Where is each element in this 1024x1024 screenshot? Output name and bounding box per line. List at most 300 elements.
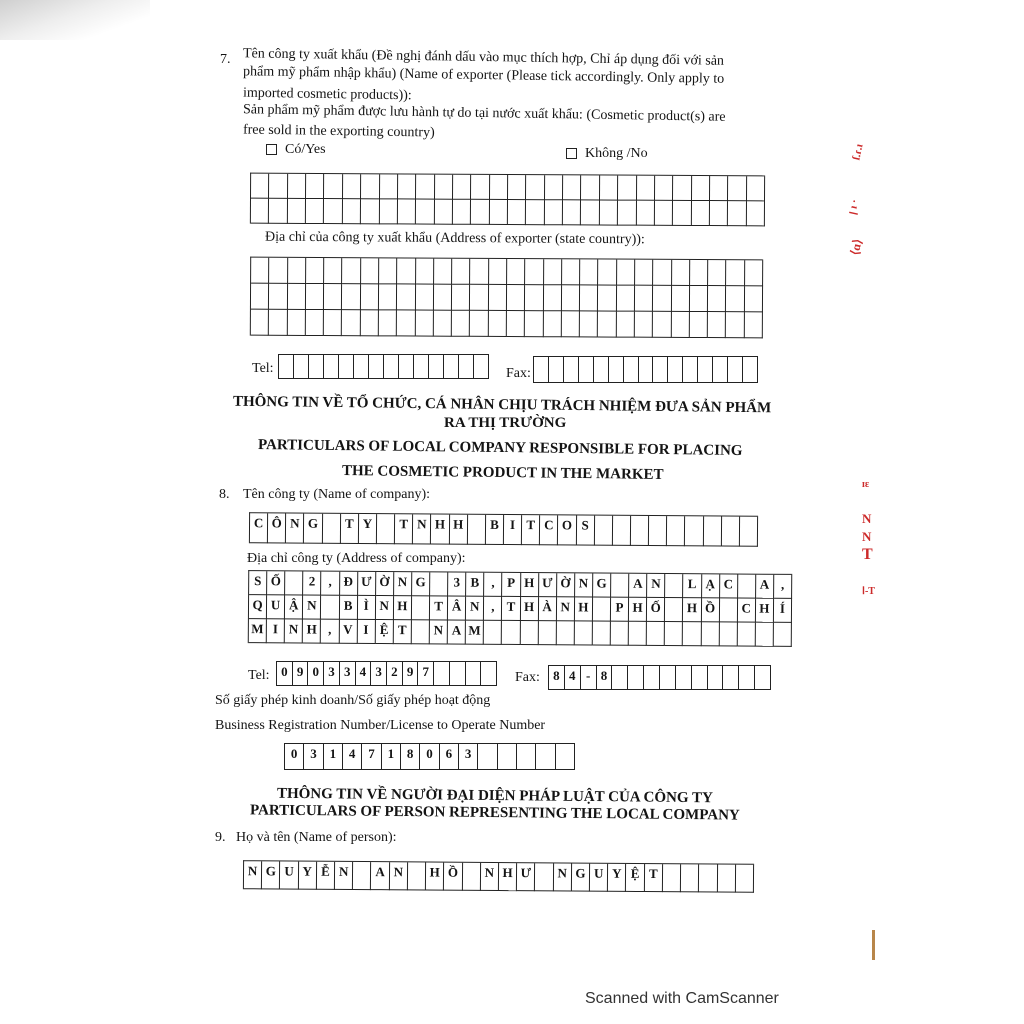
company-address-cell[interactable]: B xyxy=(466,573,484,597)
exporter-name-cell[interactable] xyxy=(618,201,636,226)
company-tel-cell[interactable]: 0 xyxy=(308,662,324,686)
exporter-name-cell[interactable] xyxy=(526,175,544,200)
company-address-cell[interactable] xyxy=(683,622,701,646)
exporter-address-cell[interactable] xyxy=(470,311,488,337)
company-name-cell[interactable]: T xyxy=(522,515,540,545)
exporter-tel-cell[interactable] xyxy=(474,355,489,379)
exporter-address-cell[interactable] xyxy=(580,285,598,311)
exporter-address-cell[interactable] xyxy=(598,259,616,285)
exporter-tel-cell[interactable] xyxy=(384,355,399,379)
exporter-address-cell[interactable] xyxy=(324,310,342,336)
exporter-address-cell[interactable] xyxy=(306,310,324,336)
exporter-address-cell[interactable] xyxy=(744,312,762,338)
person-name-cell[interactable]: N xyxy=(481,863,499,891)
exporter-address-cell[interactable] xyxy=(306,284,324,310)
company-address-cell[interactable]: 2 xyxy=(303,571,321,595)
exporter-address-cell[interactable] xyxy=(708,260,726,286)
exporter-address-cell[interactable] xyxy=(434,259,452,285)
exporter-address-cell[interactable] xyxy=(708,286,726,312)
exporter-name-cell[interactable] xyxy=(600,175,618,200)
company-address-cell[interactable]: , xyxy=(484,597,502,621)
exporter-address-cell[interactable] xyxy=(562,285,580,311)
exporter-name-cell[interactable] xyxy=(471,200,489,225)
company-address-cell[interactable]: A xyxy=(629,574,647,598)
exporter-address-cell[interactable] xyxy=(726,286,744,312)
license-number-cell[interactable]: 4 xyxy=(343,744,362,770)
exporter-name-cell[interactable] xyxy=(343,174,361,199)
license-number-cell[interactable] xyxy=(556,744,575,770)
license-number-cell[interactable]: 6 xyxy=(440,744,459,770)
person-name-cell[interactable]: Ễ xyxy=(317,862,335,890)
company-address-cell[interactable]: N xyxy=(394,572,412,596)
exporter-name-cell[interactable] xyxy=(379,199,397,224)
exporter-address-cell[interactable] xyxy=(708,312,726,338)
exporter-address-cell[interactable] xyxy=(745,260,763,286)
exporter-address-cell[interactable] xyxy=(617,260,635,286)
license-number-cell[interactable] xyxy=(498,744,517,770)
exporter-name-cell[interactable] xyxy=(508,200,526,225)
company-fax-cell[interactable] xyxy=(692,666,708,690)
exporter-name-cell[interactable] xyxy=(600,200,618,225)
company-fax-cell[interactable]: - xyxy=(581,666,597,690)
company-address-cell[interactable]: P xyxy=(611,598,629,622)
yes-option[interactable] xyxy=(266,142,326,158)
exporter-name-cell[interactable] xyxy=(747,176,765,201)
company-address-cell[interactable] xyxy=(484,621,502,645)
company-address-cell[interactable]: B xyxy=(339,596,357,620)
company-address-cell[interactable]: H xyxy=(520,597,538,621)
company-address-cell[interactable] xyxy=(575,621,593,645)
exporter-address-cell[interactable] xyxy=(580,259,598,285)
exporter-fax-cell[interactable] xyxy=(698,357,713,383)
exporter-fax-cell[interactable] xyxy=(549,357,564,383)
company-tel-cell[interactable] xyxy=(434,662,450,686)
company-address-cell[interactable] xyxy=(720,598,738,622)
exporter-name-cell[interactable] xyxy=(416,200,434,225)
company-address-cell[interactable]: I xyxy=(357,620,375,644)
exporter-name-cell[interactable] xyxy=(673,176,691,201)
no-option[interactable] xyxy=(566,146,648,162)
company-fax-cell[interactable] xyxy=(708,666,724,690)
exporter-fax-cell[interactable] xyxy=(743,357,758,383)
company-name-cell[interactable]: B xyxy=(486,515,504,545)
exporter-name-cell[interactable] xyxy=(691,201,709,226)
company-name-cell[interactable] xyxy=(631,516,649,546)
exporter-address-cell[interactable] xyxy=(324,258,342,284)
company-name-cell[interactable]: N xyxy=(286,513,304,543)
company-address-cell[interactable]: L xyxy=(683,574,701,598)
exporter-address-cell[interactable] xyxy=(525,311,543,337)
exporter-fax-cell[interactable] xyxy=(534,357,549,383)
exporter-address-cell[interactable] xyxy=(726,260,744,286)
company-address-cell[interactable]: Í xyxy=(774,599,792,623)
company-name-cell[interactable] xyxy=(649,516,667,546)
exporter-name-cell[interactable] xyxy=(471,175,489,200)
company-address-cell[interactable]: Ờ xyxy=(376,572,394,596)
company-name-cell[interactable]: H xyxy=(431,514,449,544)
person-name-cell[interactable]: N xyxy=(390,862,408,890)
exporter-tel-grid[interactable] xyxy=(278,354,489,379)
company-address-cell[interactable] xyxy=(412,596,430,620)
exporter-address-cell[interactable] xyxy=(361,284,379,310)
exporter-address-cell[interactable] xyxy=(562,259,580,285)
company-name-cell[interactable]: Y xyxy=(359,514,377,544)
exporter-name-cell[interactable] xyxy=(563,200,581,225)
company-address-cell[interactable]: Ư xyxy=(358,572,376,596)
yes-checkbox[interactable] xyxy=(266,144,277,155)
exporter-address-cell[interactable] xyxy=(616,312,634,338)
person-name-cell[interactable]: H xyxy=(426,862,444,890)
exporter-address-cell[interactable] xyxy=(653,260,671,286)
company-address-cell[interactable]: Ạ xyxy=(702,574,720,598)
exporter-address-cell[interactable] xyxy=(379,310,397,336)
company-name-cell[interactable]: T xyxy=(395,514,413,544)
exporter-name-cell[interactable] xyxy=(398,174,416,199)
company-address-cell[interactable]: N xyxy=(466,597,484,621)
exporter-name-cell[interactable] xyxy=(416,175,434,200)
company-fax-cell[interactable] xyxy=(739,666,755,690)
exporter-address-cell[interactable] xyxy=(690,312,708,338)
company-fax-cell[interactable] xyxy=(628,666,644,690)
company-name-cell[interactable]: G xyxy=(304,514,322,544)
company-address-cell[interactable]: Â xyxy=(448,596,466,620)
exporter-name-cell[interactable] xyxy=(435,175,453,200)
exporter-address-cell[interactable] xyxy=(726,312,744,338)
exporter-tel-cell[interactable] xyxy=(459,355,474,379)
company-name-cell[interactable]: N xyxy=(413,514,431,544)
exporter-address-cell[interactable] xyxy=(342,258,360,284)
exporter-fax-cell[interactable] xyxy=(624,357,639,383)
exporter-address-cell[interactable] xyxy=(672,260,690,286)
license-number-grid[interactable] xyxy=(284,743,575,770)
company-name-cell[interactable]: C xyxy=(540,515,558,545)
exporter-name-cell[interactable] xyxy=(692,176,710,201)
company-address-cell[interactable] xyxy=(611,622,629,646)
company-name-cell[interactable] xyxy=(377,514,395,544)
exporter-fax-cell[interactable] xyxy=(579,357,594,383)
company-address-cell[interactable] xyxy=(737,623,755,647)
company-address-cell[interactable] xyxy=(502,621,520,645)
exporter-name-cell[interactable] xyxy=(526,200,544,225)
company-address-cell[interactable]: Ố xyxy=(267,571,285,595)
person-name-cell[interactable]: Y xyxy=(299,862,317,890)
company-address-cell[interactable] xyxy=(774,623,792,647)
exporter-name-cell[interactable] xyxy=(655,176,673,201)
exporter-name-cell[interactable] xyxy=(288,199,306,224)
company-address-cell[interactable]: Ì xyxy=(358,596,376,620)
company-name-cell[interactable]: Ô xyxy=(268,513,286,543)
exporter-name-cell[interactable] xyxy=(453,200,471,225)
company-name-cell[interactable]: C xyxy=(250,513,268,543)
company-tel-cell[interactable]: 4 xyxy=(356,662,372,686)
exporter-tel-cell[interactable] xyxy=(339,355,354,379)
exporter-address-cell[interactable] xyxy=(745,286,763,312)
exporter-address-cell[interactable] xyxy=(324,284,342,310)
person-name-cell[interactable]: N xyxy=(335,862,353,890)
exporter-address-cell[interactable] xyxy=(397,258,415,284)
exporter-fax-cell[interactable] xyxy=(564,357,579,383)
company-address-cell[interactable]: H xyxy=(629,598,647,622)
company-address-cell[interactable]: N xyxy=(430,620,448,644)
exporter-address-cell[interactable] xyxy=(671,312,689,338)
exporter-tel-cell[interactable] xyxy=(324,355,339,379)
exporter-address-cell[interactable] xyxy=(488,311,506,337)
company-address-cell[interactable]: M xyxy=(466,621,484,645)
exporter-address-cell[interactable] xyxy=(562,311,580,337)
person-name-cell[interactable] xyxy=(535,863,553,891)
exporter-name-cell[interactable] xyxy=(251,199,269,224)
license-number-cell[interactable]: 0 xyxy=(420,744,439,770)
exporter-address-cell[interactable] xyxy=(470,259,488,285)
person-name-cell[interactable]: Y xyxy=(608,864,626,892)
company-address-cell[interactable]: Q xyxy=(249,595,267,619)
company-address-cell[interactable]: Ệ xyxy=(375,620,393,644)
exporter-name-cell[interactable] xyxy=(434,200,452,225)
license-number-cell[interactable]: 1 xyxy=(324,744,343,770)
company-address-cell[interactable] xyxy=(665,598,683,622)
exporter-name-cell[interactable] xyxy=(673,201,691,226)
exporter-address-cell[interactable] xyxy=(415,285,433,311)
exporter-address-cell[interactable] xyxy=(434,311,452,337)
exporter-name-cell[interactable] xyxy=(251,174,269,199)
exporter-address-cell[interactable] xyxy=(251,284,269,310)
company-address-cell[interactable]: N xyxy=(575,573,593,597)
exporter-address-cell[interactable] xyxy=(306,258,324,284)
company-address-cell[interactable]: , xyxy=(774,575,792,599)
exporter-name-cell[interactable] xyxy=(728,176,746,201)
company-tel-cell[interactable]: 2 xyxy=(387,662,403,686)
company-address-cell[interactable]: 3 xyxy=(448,572,466,596)
exporter-fax-cell[interactable] xyxy=(728,357,743,383)
exporter-address-cell[interactable] xyxy=(452,259,470,285)
exporter-name-cell[interactable] xyxy=(618,176,636,201)
exporter-tel-cell[interactable] xyxy=(279,355,294,379)
company-address-cell[interactable]: H xyxy=(521,573,539,597)
exporter-name-cell[interactable] xyxy=(545,175,563,200)
exporter-address-cell[interactable] xyxy=(287,310,305,336)
exporter-name-cell[interactable] xyxy=(710,176,728,201)
company-address-cell[interactable]: P xyxy=(502,573,520,597)
company-name-grid[interactable] xyxy=(249,512,758,547)
company-tel-cell[interactable]: 7 xyxy=(418,662,434,686)
company-address-cell[interactable]: T xyxy=(502,597,520,621)
company-tel-grid[interactable] xyxy=(276,661,497,686)
company-fax-cell[interactable] xyxy=(612,666,628,690)
exporter-address-cell[interactable] xyxy=(507,311,525,337)
person-name-cell[interactable]: T xyxy=(645,864,663,892)
company-address-cell[interactable] xyxy=(647,622,665,646)
company-address-cell[interactable]: T xyxy=(430,596,448,620)
exporter-fax-cell[interactable] xyxy=(668,357,683,383)
person-name-cell[interactable]: N xyxy=(554,863,572,891)
company-address-cell[interactable] xyxy=(593,622,611,646)
company-fax-cell[interactable]: 8 xyxy=(597,666,613,690)
exporter-address-cell[interactable] xyxy=(269,310,287,336)
company-address-cell[interactable]: N xyxy=(303,595,321,619)
exporter-address-cell[interactable] xyxy=(525,285,543,311)
company-address-cell[interactable]: H xyxy=(683,598,701,622)
exporter-name-cell[interactable] xyxy=(655,201,673,226)
company-name-cell[interactable] xyxy=(722,517,740,547)
company-address-cell[interactable]: C xyxy=(720,574,738,598)
exporter-address-grid[interactable] xyxy=(250,257,763,339)
exporter-address-cell[interactable] xyxy=(489,259,507,285)
license-number-cell[interactable] xyxy=(478,744,497,770)
exporter-address-cell[interactable] xyxy=(269,284,287,310)
company-address-cell[interactable]: A xyxy=(756,575,774,599)
exporter-address-cell[interactable] xyxy=(360,310,378,336)
exporter-fax-cell[interactable] xyxy=(609,357,624,383)
company-fax-grid[interactable] xyxy=(548,665,771,690)
exporter-name-cell[interactable] xyxy=(269,199,287,224)
company-fax-cell[interactable] xyxy=(676,666,692,690)
exporter-name-cell[interactable] xyxy=(306,199,324,224)
company-address-cell[interactable]: , xyxy=(321,572,339,596)
exporter-fax-cell[interactable] xyxy=(653,357,668,383)
company-address-cell[interactable] xyxy=(412,620,430,644)
person-name-cell[interactable]: H xyxy=(499,863,517,891)
exporter-name-cell[interactable] xyxy=(379,174,397,199)
exporter-name-cell[interactable] xyxy=(343,199,361,224)
company-tel-cell[interactable] xyxy=(450,662,466,686)
exporter-address-cell[interactable] xyxy=(379,258,397,284)
company-name-cell[interactable] xyxy=(740,517,758,547)
exporter-name-cell[interactable] xyxy=(747,201,765,226)
exporter-address-cell[interactable] xyxy=(653,286,671,312)
exporter-fax-cell[interactable] xyxy=(713,357,728,383)
exporter-address-cell[interactable] xyxy=(507,259,525,285)
exporter-name-cell[interactable] xyxy=(545,200,563,225)
exporter-address-cell[interactable] xyxy=(416,259,434,285)
license-number-cell[interactable]: 1 xyxy=(382,744,401,770)
exporter-address-cell[interactable] xyxy=(690,286,708,312)
company-fax-cell[interactable] xyxy=(660,666,676,690)
person-name-cell[interactable]: G xyxy=(572,864,590,892)
exporter-tel-cell[interactable] xyxy=(294,355,309,379)
company-address-cell[interactable] xyxy=(611,574,629,598)
company-name-cell[interactable] xyxy=(703,516,721,546)
exporter-address-cell[interactable] xyxy=(415,311,433,337)
person-name-cell[interactable]: Ệ xyxy=(626,864,644,892)
company-tel-cell[interactable]: 9 xyxy=(403,662,419,686)
company-address-cell[interactable] xyxy=(665,574,683,598)
exporter-tel-cell[interactable] xyxy=(309,355,324,379)
company-address-cell[interactable]: N xyxy=(376,596,394,620)
exporter-name-cell[interactable] xyxy=(398,199,416,224)
company-address-cell[interactable]: M xyxy=(249,619,267,643)
company-address-cell[interactable] xyxy=(719,622,737,646)
company-name-cell[interactable]: H xyxy=(449,515,467,545)
exporter-name-cell[interactable] xyxy=(508,175,526,200)
company-tel-cell[interactable]: 0 xyxy=(277,662,293,686)
exporter-name-cell[interactable] xyxy=(490,200,508,225)
exporter-name-cell[interactable] xyxy=(361,199,379,224)
exporter-name-cell[interactable] xyxy=(581,200,599,225)
company-address-cell[interactable]: C xyxy=(738,599,756,623)
company-address-cell[interactable] xyxy=(321,596,339,620)
company-name-cell[interactable] xyxy=(322,514,340,544)
license-number-cell[interactable]: 0 xyxy=(285,744,304,770)
exporter-name-cell[interactable] xyxy=(581,175,599,200)
exporter-name-cell[interactable] xyxy=(306,174,324,199)
company-address-cell[interactable] xyxy=(665,622,683,646)
exporter-name-grid[interactable] xyxy=(250,173,765,227)
company-address-cell[interactable]: U xyxy=(267,595,285,619)
company-fax-cell[interactable]: 4 xyxy=(565,666,581,690)
exporter-address-cell[interactable] xyxy=(397,310,415,336)
company-name-cell[interactable] xyxy=(667,516,685,546)
exporter-address-cell[interactable] xyxy=(452,311,470,337)
exporter-address-cell[interactable] xyxy=(361,258,379,284)
company-address-cell[interactable] xyxy=(285,571,303,595)
person-name-cell[interactable]: U xyxy=(280,861,298,889)
person-name-cell[interactable]: Ư xyxy=(517,863,535,891)
license-number-cell[interactable] xyxy=(517,744,536,770)
exporter-address-cell[interactable] xyxy=(617,286,635,312)
person-name-cell[interactable]: A xyxy=(371,862,389,890)
company-address-cell[interactable]: G xyxy=(593,574,611,598)
company-address-cell[interactable]: , xyxy=(484,573,502,597)
company-address-cell[interactable]: S xyxy=(249,571,267,595)
person-name-cell[interactable] xyxy=(681,864,699,892)
license-number-cell[interactable]: 3 xyxy=(459,744,478,770)
exporter-address-cell[interactable] xyxy=(544,259,562,285)
exporter-address-cell[interactable] xyxy=(470,285,488,311)
company-name-cell[interactable]: T xyxy=(341,514,359,544)
company-address-cell[interactable] xyxy=(629,622,647,646)
exporter-tel-cell[interactable] xyxy=(354,355,369,379)
license-number-cell[interactable] xyxy=(536,744,555,770)
company-address-cell[interactable]: I xyxy=(267,619,285,643)
exporter-address-cell[interactable] xyxy=(635,312,653,338)
exporter-address-cell[interactable] xyxy=(251,310,269,336)
company-tel-cell[interactable]: 3 xyxy=(371,662,387,686)
person-name-cell[interactable]: Ồ xyxy=(444,863,462,891)
person-name-grid[interactable] xyxy=(243,860,754,893)
exporter-address-cell[interactable] xyxy=(653,312,671,338)
exporter-address-cell[interactable] xyxy=(251,258,269,284)
company-address-cell[interactable]: N xyxy=(647,574,665,598)
person-name-cell[interactable] xyxy=(736,865,754,893)
company-name-cell[interactable]: S xyxy=(576,516,594,546)
exporter-address-cell[interactable] xyxy=(580,311,598,337)
exporter-name-cell[interactable] xyxy=(728,201,746,226)
exporter-name-cell[interactable] xyxy=(361,174,379,199)
company-address-grid[interactable] xyxy=(248,570,792,647)
company-address-cell[interactable]: Ờ xyxy=(557,573,575,597)
exporter-tel-cell[interactable] xyxy=(369,355,384,379)
person-name-cell[interactable] xyxy=(717,865,735,893)
person-name-cell[interactable]: U xyxy=(590,864,608,892)
person-name-cell[interactable] xyxy=(408,862,426,890)
exporter-tel-cell[interactable] xyxy=(414,355,429,379)
exporter-name-cell[interactable] xyxy=(269,174,287,199)
company-address-cell[interactable]: Ư xyxy=(539,573,557,597)
exporter-name-cell[interactable] xyxy=(563,175,581,200)
company-fax-cell[interactable] xyxy=(644,666,660,690)
exporter-address-cell[interactable] xyxy=(690,260,708,286)
person-name-cell[interactable]: N xyxy=(244,861,262,889)
company-fax-cell[interactable] xyxy=(755,666,771,690)
company-address-cell[interactable] xyxy=(593,598,611,622)
company-fax-cell[interactable]: 8 xyxy=(549,666,565,690)
exporter-address-cell[interactable] xyxy=(635,286,653,312)
company-tel-cell[interactable]: 9 xyxy=(293,662,309,686)
exporter-fax-cell[interactable] xyxy=(594,357,609,383)
exporter-name-cell[interactable] xyxy=(710,201,728,226)
exporter-fax-grid[interactable] xyxy=(533,356,758,383)
company-name-cell[interactable] xyxy=(595,516,613,546)
